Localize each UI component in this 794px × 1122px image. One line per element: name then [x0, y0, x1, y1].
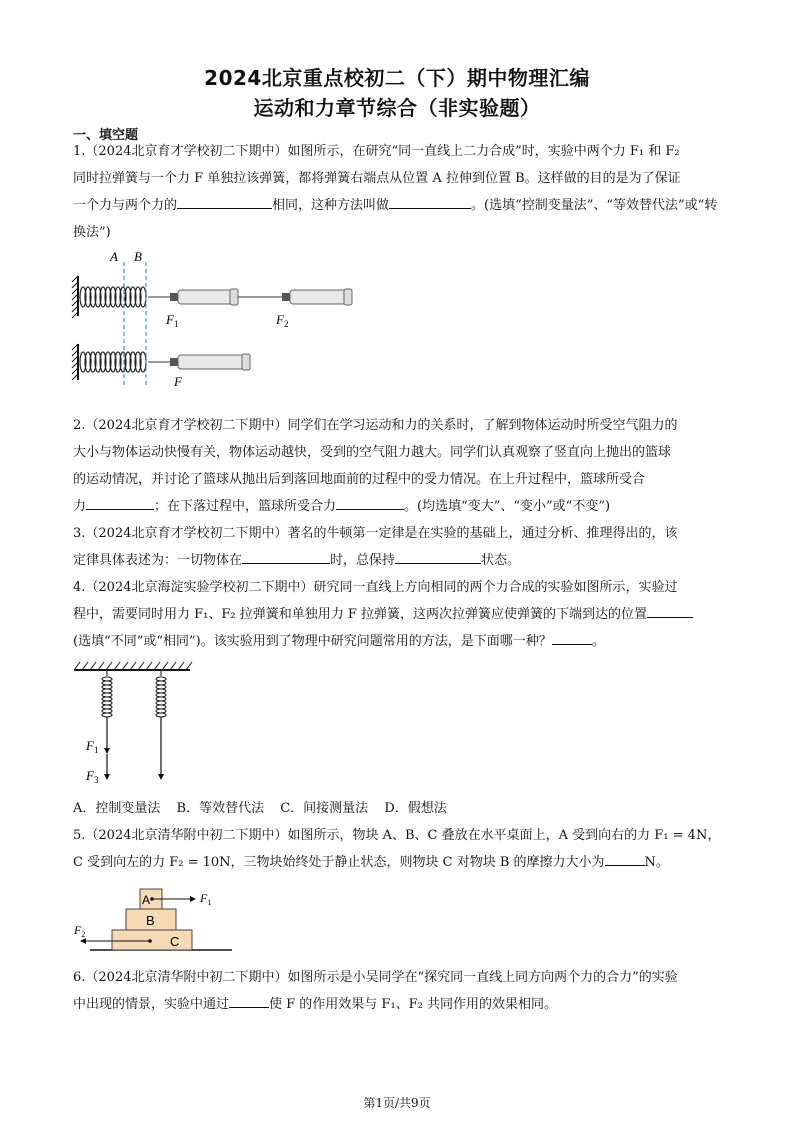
q6-line1: 6.（2024北京清华附中初二下期中）如图所示是小吴同学在“探究同一直线上同方向两个力的合力”的实验	[73, 970, 678, 985]
q5-blank-1[interactable]	[605, 849, 645, 866]
q4-option-d[interactable]: D．假想法	[384, 801, 447, 816]
question-4	[73, 574, 723, 655]
spring-diagram-2	[70, 658, 200, 788]
q3-text-a: 定律具体表述为：一切物体在	[73, 553, 243, 568]
q4-blank-1[interactable]	[647, 601, 693, 618]
label-f2: $F_2$	[74, 923, 86, 939]
q1-text-b: 相同，这种方法叫做	[272, 198, 390, 213]
blocks-diagram	[70, 880, 240, 956]
q4-option-b[interactable]: B．等效替代法	[176, 801, 265, 816]
wall-bottom	[72, 344, 78, 380]
q6-line2	[73, 991, 723, 1018]
q4-option-a[interactable]: A．控制变量法	[73, 801, 161, 816]
block-c	[112, 930, 192, 950]
q2-line1: 2.（2024北京育才学校初二下期中）同学们在学习运动和力的关系时，了解到物体运动时所受空气阻力的	[73, 418, 678, 433]
section-heading: 一、填空题	[73, 128, 139, 143]
q5-line1: 5.（2024北京清华附中初二下期中）如图所示，物块 A、B、C 叠放在水平桌面上，A 受到向右的力 F₁ = 4N，	[73, 828, 721, 843]
q2-text-b: ；在下落过程中，篮球所受合力	[154, 499, 337, 514]
spring-bottom	[80, 352, 146, 372]
q1-text-a: 一个力与两个力的	[73, 198, 178, 213]
spring-left	[102, 670, 112, 717]
q3-line2	[73, 547, 723, 574]
q6-blank-1[interactable]	[229, 991, 269, 1008]
q4-text-c: 。	[591, 634, 605, 649]
q3-blank-2[interactable]	[395, 547, 481, 564]
spring-diagram-1	[70, 246, 370, 396]
q4-options	[73, 797, 459, 816]
label-a: A	[142, 893, 151, 907]
spring-scale-f2	[282, 289, 352, 305]
ceiling-hatch	[74, 662, 192, 670]
spring-right	[156, 670, 166, 717]
page-title: 2024北京重点校初二（下）期中物理汇编	[204, 66, 590, 90]
question-2	[73, 412, 723, 520]
label-f1: $F_1$	[200, 891, 212, 907]
q4-line2	[73, 601, 723, 628]
q3-line1: 3.（2024北京育才学校初二下期中）著名的牛顿第一定律是在实验的基础上，通过分析、推理得出的，该	[73, 526, 678, 541]
label-f3: $F_3$	[86, 768, 99, 785]
page-subtitle: 运动和力章节综合（非实验题）	[253, 96, 541, 120]
q3-text-b: 时，总保持	[330, 553, 396, 568]
q4-line3	[73, 628, 723, 655]
q1-blank-2[interactable]	[389, 192, 471, 209]
q3-text-c: 状态。	[481, 553, 521, 568]
spring-top	[80, 287, 146, 307]
q2-line2: 大小与物体运动快慢有关，物体运动越快，受到的空气阻力越大。同学们认真观察了竖直向上抛出的篮球	[73, 445, 672, 460]
question-6	[73, 964, 723, 1018]
label-f1: $F_1$	[86, 738, 99, 755]
q3-blank-1[interactable]	[242, 547, 330, 564]
q4-line1: 4.（2024北京海淀实验学校初二下期中）研究同一直线上方向相同的两个力合成的实验如图所示，实验过	[73, 580, 678, 595]
q1-line3	[73, 192, 723, 219]
label-a: A	[110, 249, 118, 264]
q5-line2	[73, 849, 723, 876]
q1-line4: 换法”)	[73, 225, 111, 240]
spring-scale-f	[148, 354, 250, 370]
q2-text-a: 力	[73, 499, 87, 514]
q5-text-b: N。	[644, 855, 669, 870]
wall-top	[72, 276, 78, 318]
q2-blank-2[interactable]	[336, 493, 404, 510]
label-f2: $F_2$	[276, 312, 289, 329]
q6-text-b: 使 F 的作用效果与 F₁、F₂ 共同作用的效果相同。	[269, 997, 558, 1012]
q5-text-a: C 受到向左的力 F₂ = 10N，三物块始终处于静止状态，则物块 C 对物块 B 的摩擦力大小为	[73, 855, 605, 870]
q2-line3: 的运动情况，并讨论了篮球从抛出后到落回地面前的过程中的受力情况。在上升过程中，篮球所受合	[73, 472, 646, 487]
q1-text-c: 。(选填“控制变量法”、“等效替代法”或“转	[471, 198, 718, 213]
q2-text-c: 。(均选填“变大”、“变小”或“不变”)	[404, 499, 611, 514]
q6-text-a: 中出现的情景，实验中通过	[73, 997, 230, 1012]
q4-option-c[interactable]: C．间接测量法	[280, 801, 369, 816]
q2-line4	[73, 493, 723, 520]
q1-line2: 同时拉弹簧与一个力 F 单独拉该弹簧，都将弹簧右端点从位置 A 拉伸到位置 B。这样做的目的是为了保证	[73, 171, 681, 186]
question-1	[73, 138, 723, 246]
label-f1: $F_1$	[166, 312, 179, 329]
page-footer: 第1页/共9页	[363, 1096, 431, 1110]
q4-blank-2[interactable]	[552, 628, 592, 645]
label-b: B	[134, 249, 142, 264]
q4-text-a: 程中，需要同时用力 F₁、F₂ 拉弹簧和单独用力 F 拉弹簧，这两次拉弹簧应使弹簧的下端到达的位置	[73, 607, 648, 622]
q1-blank-1[interactable]	[177, 192, 272, 209]
spring-scale-f1	[148, 289, 282, 305]
q2-blank-1[interactable]	[86, 493, 154, 510]
q1-line1: 1.（2024北京育才学校初二下期中）如图所示，在研究“同一直线上二力合成”时，实验中两个力 F₁ 和 F₂	[73, 144, 680, 159]
q4-text-b: (选填“不同”或“相同”)。该实验用到了物理中研究问题常用的方法，是下面哪一种？	[73, 634, 552, 649]
question-5	[73, 822, 723, 876]
label-b: B	[146, 913, 155, 928]
question-3	[73, 520, 723, 574]
label-c: C	[170, 934, 180, 949]
label-f: F	[174, 374, 182, 389]
